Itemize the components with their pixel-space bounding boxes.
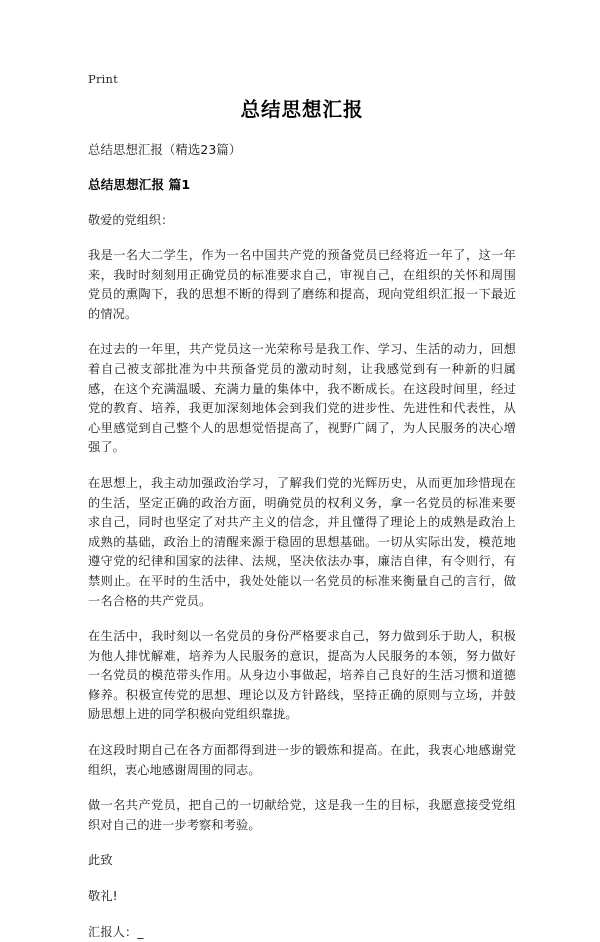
page-title: 总结思想汇报 xyxy=(240,98,364,121)
section-heading: 总结思想汇报 篇1 xyxy=(88,177,191,192)
body-paragraph: 我是一名大二学生，作为一名中国共产党的预备党员已经将近一年了，这一年来，我时时刻刻用正确党员的标准要求自己，审视自己，在组织的关怀和周围党员的熏陶下，我的思想不断的得到了磨练和提高，现向党组织汇报一下最近的情况。 xyxy=(88,248,516,321)
reporter-signature: 汇报人：_ xyxy=(88,924,144,939)
body-paragraph: 做一名共产党员，把自己的一切献给党，这是我一生的目标，我愿意接受党组织对自己的进一步考察和考验。 xyxy=(88,798,516,832)
body-paragraph: 在思想上，我主动加强政治学习，了解我们党的光辉历史，从而更加珍惜现在的生活，坚定正确的政治方面，明确党员的权利义务，拿一名党员的标准来要求自己，同时也坚定了对共产主义的信念，并且懂得了理论上的成熟是政治上成熟的基础，政治上的清醒来源于稳固的思想基础。一切从实际出发，模范地遵守党的纪律和国家的法律、法规，坚决依法办事，廉洁自律，有令则行，有禁则止。在平时的生活中，我处处能以一名党员的标准来衡量自己的言行，做一名合格的共产党员。 xyxy=(88,475,516,608)
salutation-text: 敬爱的党组织： xyxy=(88,213,174,227)
closing-salute: 敬礼! xyxy=(88,889,118,904)
closing-cizhi: 此致 xyxy=(88,853,113,868)
print-toolbar xyxy=(88,70,118,86)
body-paragraph: 在过去的一年里，共产党员这一光荣称号是我工作、学习、生活的动力，回想着自己被支部批准为中共预备党员的激动时刻，让我感觉到有一种新的归属感，在这个充满温暖、充满力量的集体中，我不断成长。在这段时间里，经过党的教育、培养，我更加深刻地体会到我们党的进步性、先进性和代表性，从心里感觉到自己整个人的思想觉悟提高了，视野广阔了，为人民服务的决心增强了。 xyxy=(88,342,516,455)
body-paragraph: 在生活中，我时刻以一名党员的身份严格要求自己，努力做到乐于助人，积极为他人排忧解难，培养为人民服务的意识，提高为人民服务的本领，努力做好一名党员的模范带头作用。从身边小事做起，培养自己良好的生活习惯和道德修养。积极宣传党的思想、理论以及方针路线，坚持正确的原则与立场，并鼓励思想上进的同学积极向党组织靠拢。 xyxy=(88,629,516,722)
print-button[interactable]: Print xyxy=(88,72,118,86)
document-subtitle: 总结思想汇报（精选23篇） xyxy=(88,142,242,157)
document-content xyxy=(88,96,516,942)
body-paragraph: 在这段时期自己在各方面都得到进一步的锻炼和提高。在此，我衷心地感谢党组织，衷心地感谢周围的同志。 xyxy=(88,743,516,777)
